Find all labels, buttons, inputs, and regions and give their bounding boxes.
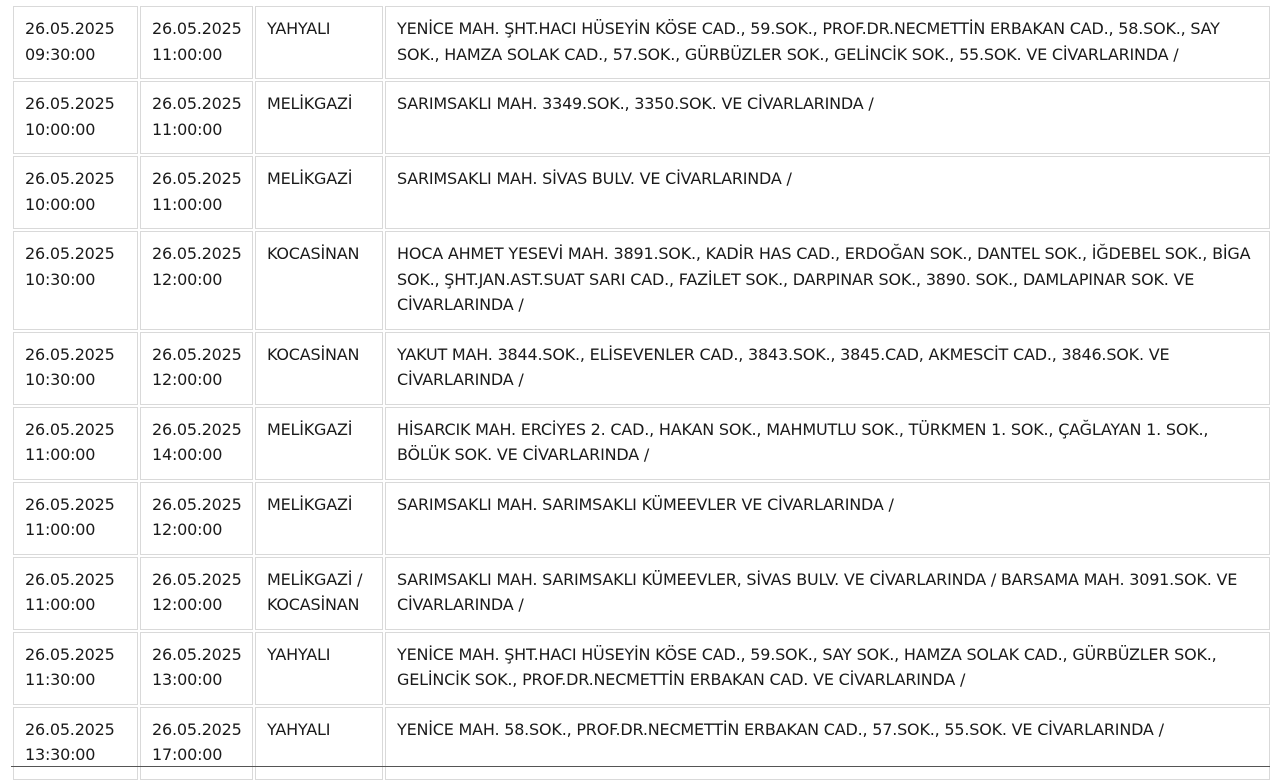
address-cell [385,707,1270,780]
table-bottom-divider [11,766,1270,767]
address-text: YAKUT MAH. 3844.SOK., ELİSEVENLER CAD., 3843.SOK., 3845.CAD, AKMESCİT CAD., 3846.SOK. VE CİVARLARINDA / [397,344,1170,389]
district-cell [255,707,383,780]
district-cell [255,557,383,630]
end-date: 26.05.2025 [152,419,242,439]
address-cell [385,6,1270,79]
district-cell [255,632,383,705]
start-time: 13:30:00 [25,745,96,764]
district-name: YAHYALI [267,19,331,38]
district-cell [255,482,383,555]
end-time: 17:00:00 [152,745,223,764]
start-cell [13,407,138,480]
start-date: 26.05.2025 [25,169,115,188]
district-cell [255,231,383,330]
end-time: 12:00:00 [152,520,223,539]
end-cell [140,332,253,405]
end-cell [140,707,253,780]
start-time: 11:00:00 [25,595,96,614]
district-cell [255,81,383,154]
end-cell [140,156,253,229]
address-cell [385,632,1270,705]
district-name: KOCASİNAN [267,344,360,364]
start-time: 10:00:00 [25,119,96,139]
start-cell [13,332,138,405]
outage-table-body [13,6,1270,780]
table-row [13,156,1270,229]
address-cell [385,332,1270,405]
district-name: MELİKGAZİ [267,169,353,188]
address-text: SARIMSAKLI MAH. 3349.SOK., 3350.SOK. VE CİVARLARINDA / [397,94,874,113]
start-cell [13,231,138,330]
table-row [13,707,1270,780]
end-cell [140,407,253,480]
table-row [13,557,1270,630]
start-time: 10:30:00 [25,269,96,289]
end-cell [140,231,253,330]
start-date: 26.05.2025 [25,644,115,664]
address-text: YENİCE MAH. ŞHT.HACI HÜSEYİN KÖSE CAD., 59.SOK., PROF.DR.NECMETTİN ERBAKAN CAD., 58.SOK., SAY SOK., HAMZA SOLAK CAD., 57.SOK., GÜRBÜZLER SOK., GELİNCİK SOK., 55.SOK. VE CİVARLARINDA / [397,19,1220,64]
end-time: 11:00:00 [152,194,223,214]
table-row [13,482,1270,555]
address-cell [385,81,1270,154]
address-text: SARIMSAKLI MAH. SARIMSAKLI KÜMEEVLER VE CİVARLARINDA / [397,494,894,514]
district-name: MELİKGAZİ [267,494,353,514]
start-cell [13,156,138,229]
end-cell [140,81,253,154]
address-cell [385,557,1270,630]
district-name: MELİKGAZİ [267,419,353,439]
address-text: HİSARCIK MAH. ERCİYES 2. CAD., HAKAN SOK., MAHMUTLU SOK., TÜRKMEN 1. SOK., ÇAĞLAYAN 1. SOK., BÖLÜK SOK. VE CİVARLARINDA / [397,419,1209,464]
address-text: YENİCE MAH. 58.SOK., PROF.DR.NECMETTİN ERBAKAN CAD., 57.SOK., 55.SOK. VE CİVARLARINDA / [397,719,1164,739]
district-name: KOCASİNAN [267,244,360,263]
end-time: 11:00:00 [152,119,223,139]
address-text: SARIMSAKLI MAH. SARIMSAKLI KÜMEEVLER, SİVAS BULV. VE CİVARLARINDA / BARSAMA MAH. 3091.SOK. VE CİVARLARINDA / [397,569,1238,614]
end-time: 14:00:00 [152,445,223,464]
district-name: YAHYALI [267,719,331,739]
outage-table-container [11,4,1270,782]
end-date: 26.05.2025 [152,494,242,514]
table-row [13,6,1270,79]
address-cell [385,482,1270,555]
end-date: 26.05.2025 [152,169,242,188]
address-text: HOCA AHMET YESEVİ MAH. 3891.SOK., KADİR HAS CAD., ERDOĞAN SOK., DANTEL SOK., İĞDEBEL SOK., BİGA SOK., ŞHT.JAN.AST.SUAT SARI CAD., FAZİLET SOK., DARPINAR SOK., 3890. SOK., DAMLAPINAR SOK. VE CİVARLARINDA / [397,244,1251,314]
start-date: 26.05.2025 [25,344,115,364]
end-cell [140,6,253,79]
district-name: YAHYALI [267,644,331,664]
address-cell [385,407,1270,480]
start-date: 26.05.2025 [25,94,115,113]
outage-table [11,4,1272,782]
start-cell [13,707,138,780]
district-cell [255,156,383,229]
end-date: 26.05.2025 [152,19,242,38]
start-time: 10:00:00 [25,194,96,214]
end-time: 12:00:00 [152,269,223,289]
end-cell [140,482,253,555]
start-time: 11:30:00 [25,670,96,689]
start-date: 26.05.2025 [25,419,115,439]
end-time: 13:00:00 [152,670,223,689]
address-text: SARIMSAKLI MAH. SİVAS BULV. VE CİVARLARINDA / [397,169,792,188]
start-cell [13,632,138,705]
end-cell [140,632,253,705]
start-date: 26.05.2025 [25,494,115,514]
district-name: MELİKGAZİ [267,94,353,113]
end-date: 26.05.2025 [152,94,242,113]
table-row [13,81,1270,154]
start-date: 26.05.2025 [25,719,115,739]
start-time: 09:30:00 [25,44,96,64]
district-name: MELİKGAZİ / KOCASİNAN [267,569,363,614]
table-row [13,407,1270,480]
address-text: YENİCE MAH. ŞHT.HACI HÜSEYİN KÖSE CAD., 59.SOK., SAY SOK., HAMZA SOLAK CAD., GÜRBÜZLER SOK., GELİNCİK SOK., PROF.DR.NECMETTİN ERBAKAN CAD. VE CİVARLARINDA / [397,644,1217,689]
table-row [13,632,1270,705]
district-cell [255,407,383,480]
district-cell [255,332,383,405]
address-cell [385,231,1270,330]
table-row [13,231,1270,330]
start-cell [13,482,138,555]
end-time: 11:00:00 [152,44,223,64]
district-cell [255,6,383,79]
end-cell [140,557,253,630]
start-cell [13,81,138,154]
end-date: 26.05.2025 [152,244,242,263]
start-date: 26.05.2025 [25,19,115,38]
end-date: 26.05.2025 [152,644,242,664]
end-date: 26.05.2025 [152,344,242,364]
table-row [13,332,1270,405]
start-cell [13,557,138,630]
start-time: 11:00:00 [25,445,96,464]
end-date: 26.05.2025 [152,719,242,739]
end-time: 12:00:00 [152,370,223,389]
end-date: 26.05.2025 [152,569,242,589]
start-time: 11:00:00 [25,520,96,539]
start-date: 26.05.2025 [25,569,115,589]
start-time: 10:30:00 [25,370,96,389]
start-cell [13,6,138,79]
start-date: 26.05.2025 [25,244,115,263]
address-cell [385,156,1270,229]
end-time: 12:00:00 [152,595,223,614]
